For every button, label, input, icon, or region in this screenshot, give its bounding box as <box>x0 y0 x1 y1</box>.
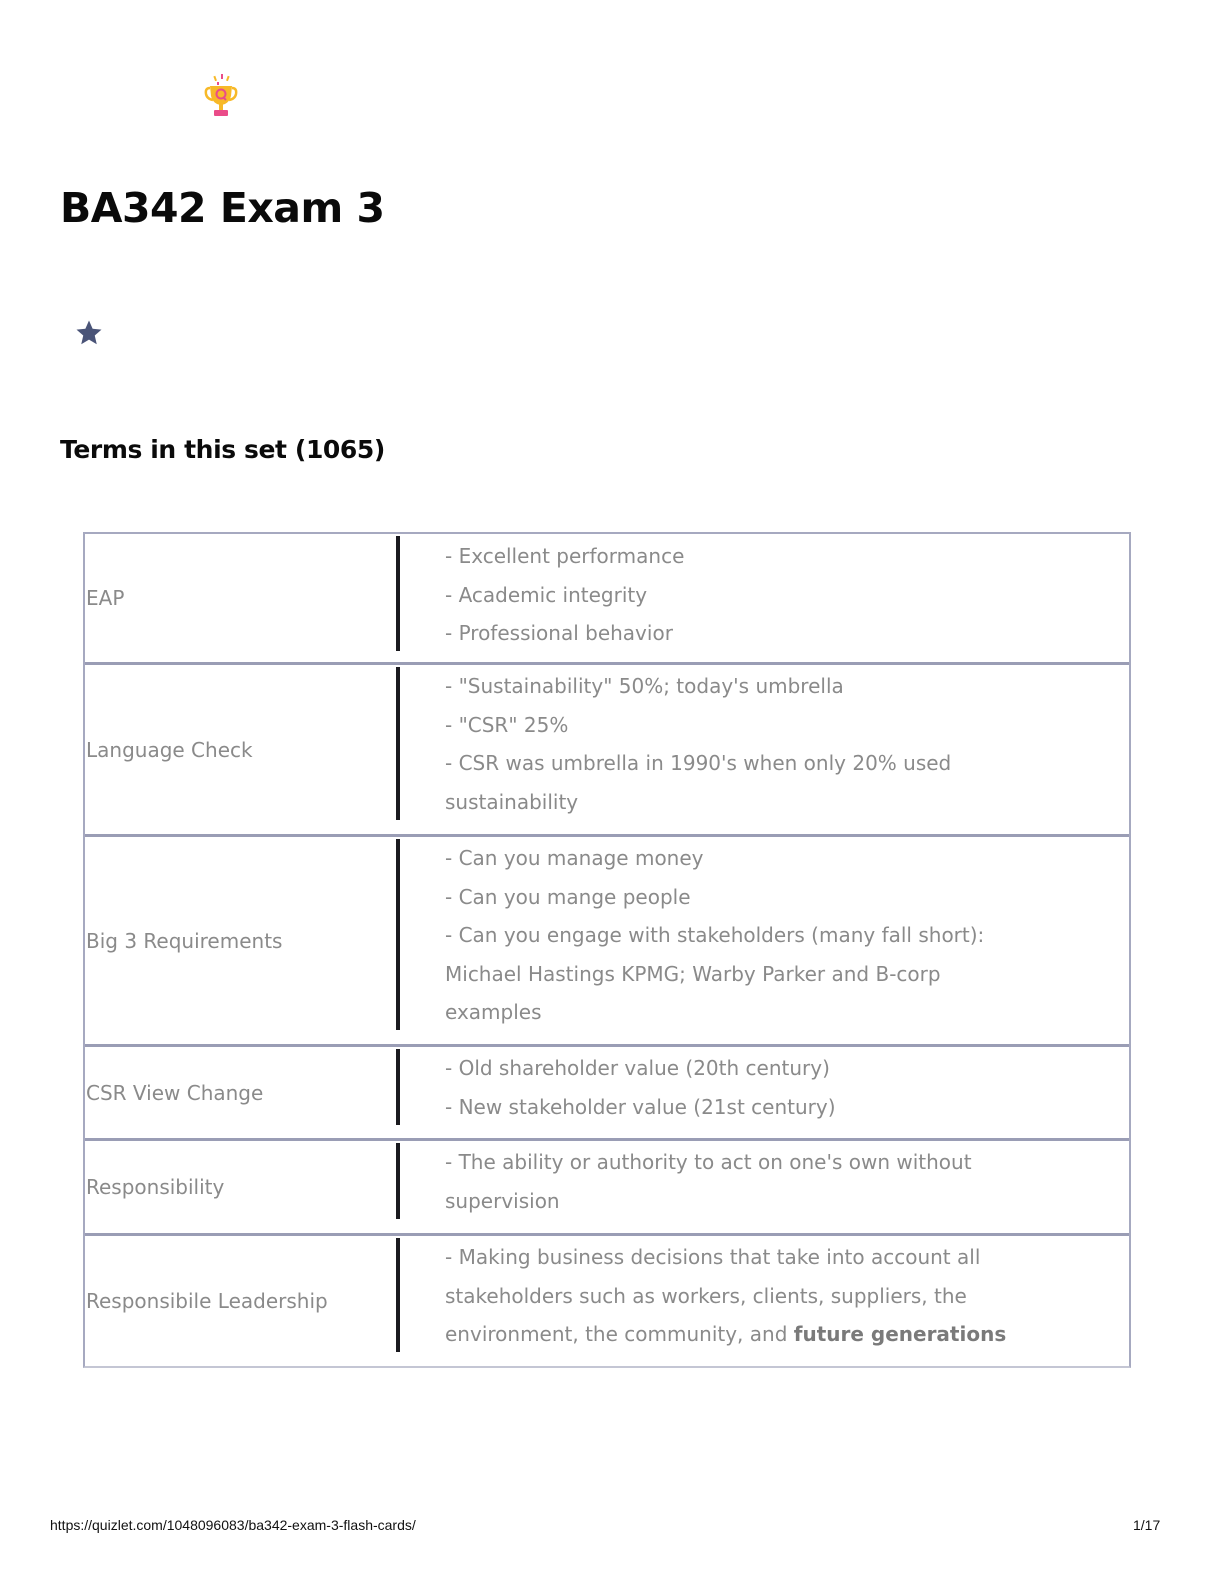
star-icon[interactable] <box>74 318 104 348</box>
definition <box>397 1047 1129 1138</box>
footer-url[interactable]: https://quizlet.com/1048096083/ba342-exam-3-flash-cards/ <box>50 1517 416 1533</box>
definition-line: - New stakeholder value (21st century) <box>445 1094 836 1119</box>
row-divider <box>396 839 400 1030</box>
term-label: CSR View Change <box>86 1080 264 1105</box>
row-divider <box>396 1238 400 1352</box>
term-label: Big 3 Requirements <box>86 928 283 953</box>
row-divider <box>396 536 400 651</box>
page-number: 1/17 <box>1133 1517 1161 1533</box>
term-label: Responsibility <box>86 1175 225 1199</box>
definition-line: - Can you mange people <box>445 884 691 909</box>
row-divider <box>396 667 400 820</box>
definition-line: - CSR was umbrella in 1990's when only 20% used sustainability <box>445 751 952 814</box>
definition-line: - Old shareholder value (20th century) <box>445 1056 830 1080</box>
terms-table <box>83 532 1131 1368</box>
term-row <box>85 665 1129 837</box>
definition-bold: future generations <box>793 1322 1007 1346</box>
definition-line: - Can you manage money <box>445 846 704 870</box>
definition-line: - "CSR" 25% <box>445 712 569 737</box>
definition <box>397 837 1129 1044</box>
term-row <box>85 534 1129 665</box>
definition <box>397 665 1129 834</box>
definition-line: - Can you engage with stakeholders (many fall short): Michael Hastings KPMG; Warby Parker and B-corp examples <box>445 923 985 1024</box>
term-row <box>85 1236 1129 1366</box>
definition-line: - Professional behavior <box>445 621 673 645</box>
definition-text: - Making business decisions that take into account all stakeholders such as workers, clients, suppliers, the environment, the community, and <box>445 1245 981 1346</box>
terms-heading: Terms in this set (1065) <box>60 435 385 464</box>
term-row <box>85 1141 1129 1236</box>
row-divider <box>396 1049 400 1125</box>
definition-line: - The ability or authority to act on one's own without supervision <box>445 1150 972 1213</box>
definition <box>397 1236 1129 1366</box>
row-divider <box>396 1143 400 1219</box>
definition-line: - Academic integrity <box>445 582 648 607</box>
term-label: Language Check <box>86 737 253 762</box>
term-label: Responsibile Leadership <box>86 1289 328 1313</box>
definition-line: - Excellent performance <box>445 544 685 568</box>
term-row <box>85 837 1129 1047</box>
definition <box>397 534 1129 662</box>
definition-line: - "Sustainability" 50%; today's umbrella <box>445 674 844 698</box>
trophy-icon <box>204 74 238 118</box>
term-label: EAP <box>86 586 125 610</box>
page-title: BA342 Exam 3 <box>60 184 385 232</box>
term-row <box>85 1047 1129 1141</box>
definition <box>397 1141 1129 1233</box>
